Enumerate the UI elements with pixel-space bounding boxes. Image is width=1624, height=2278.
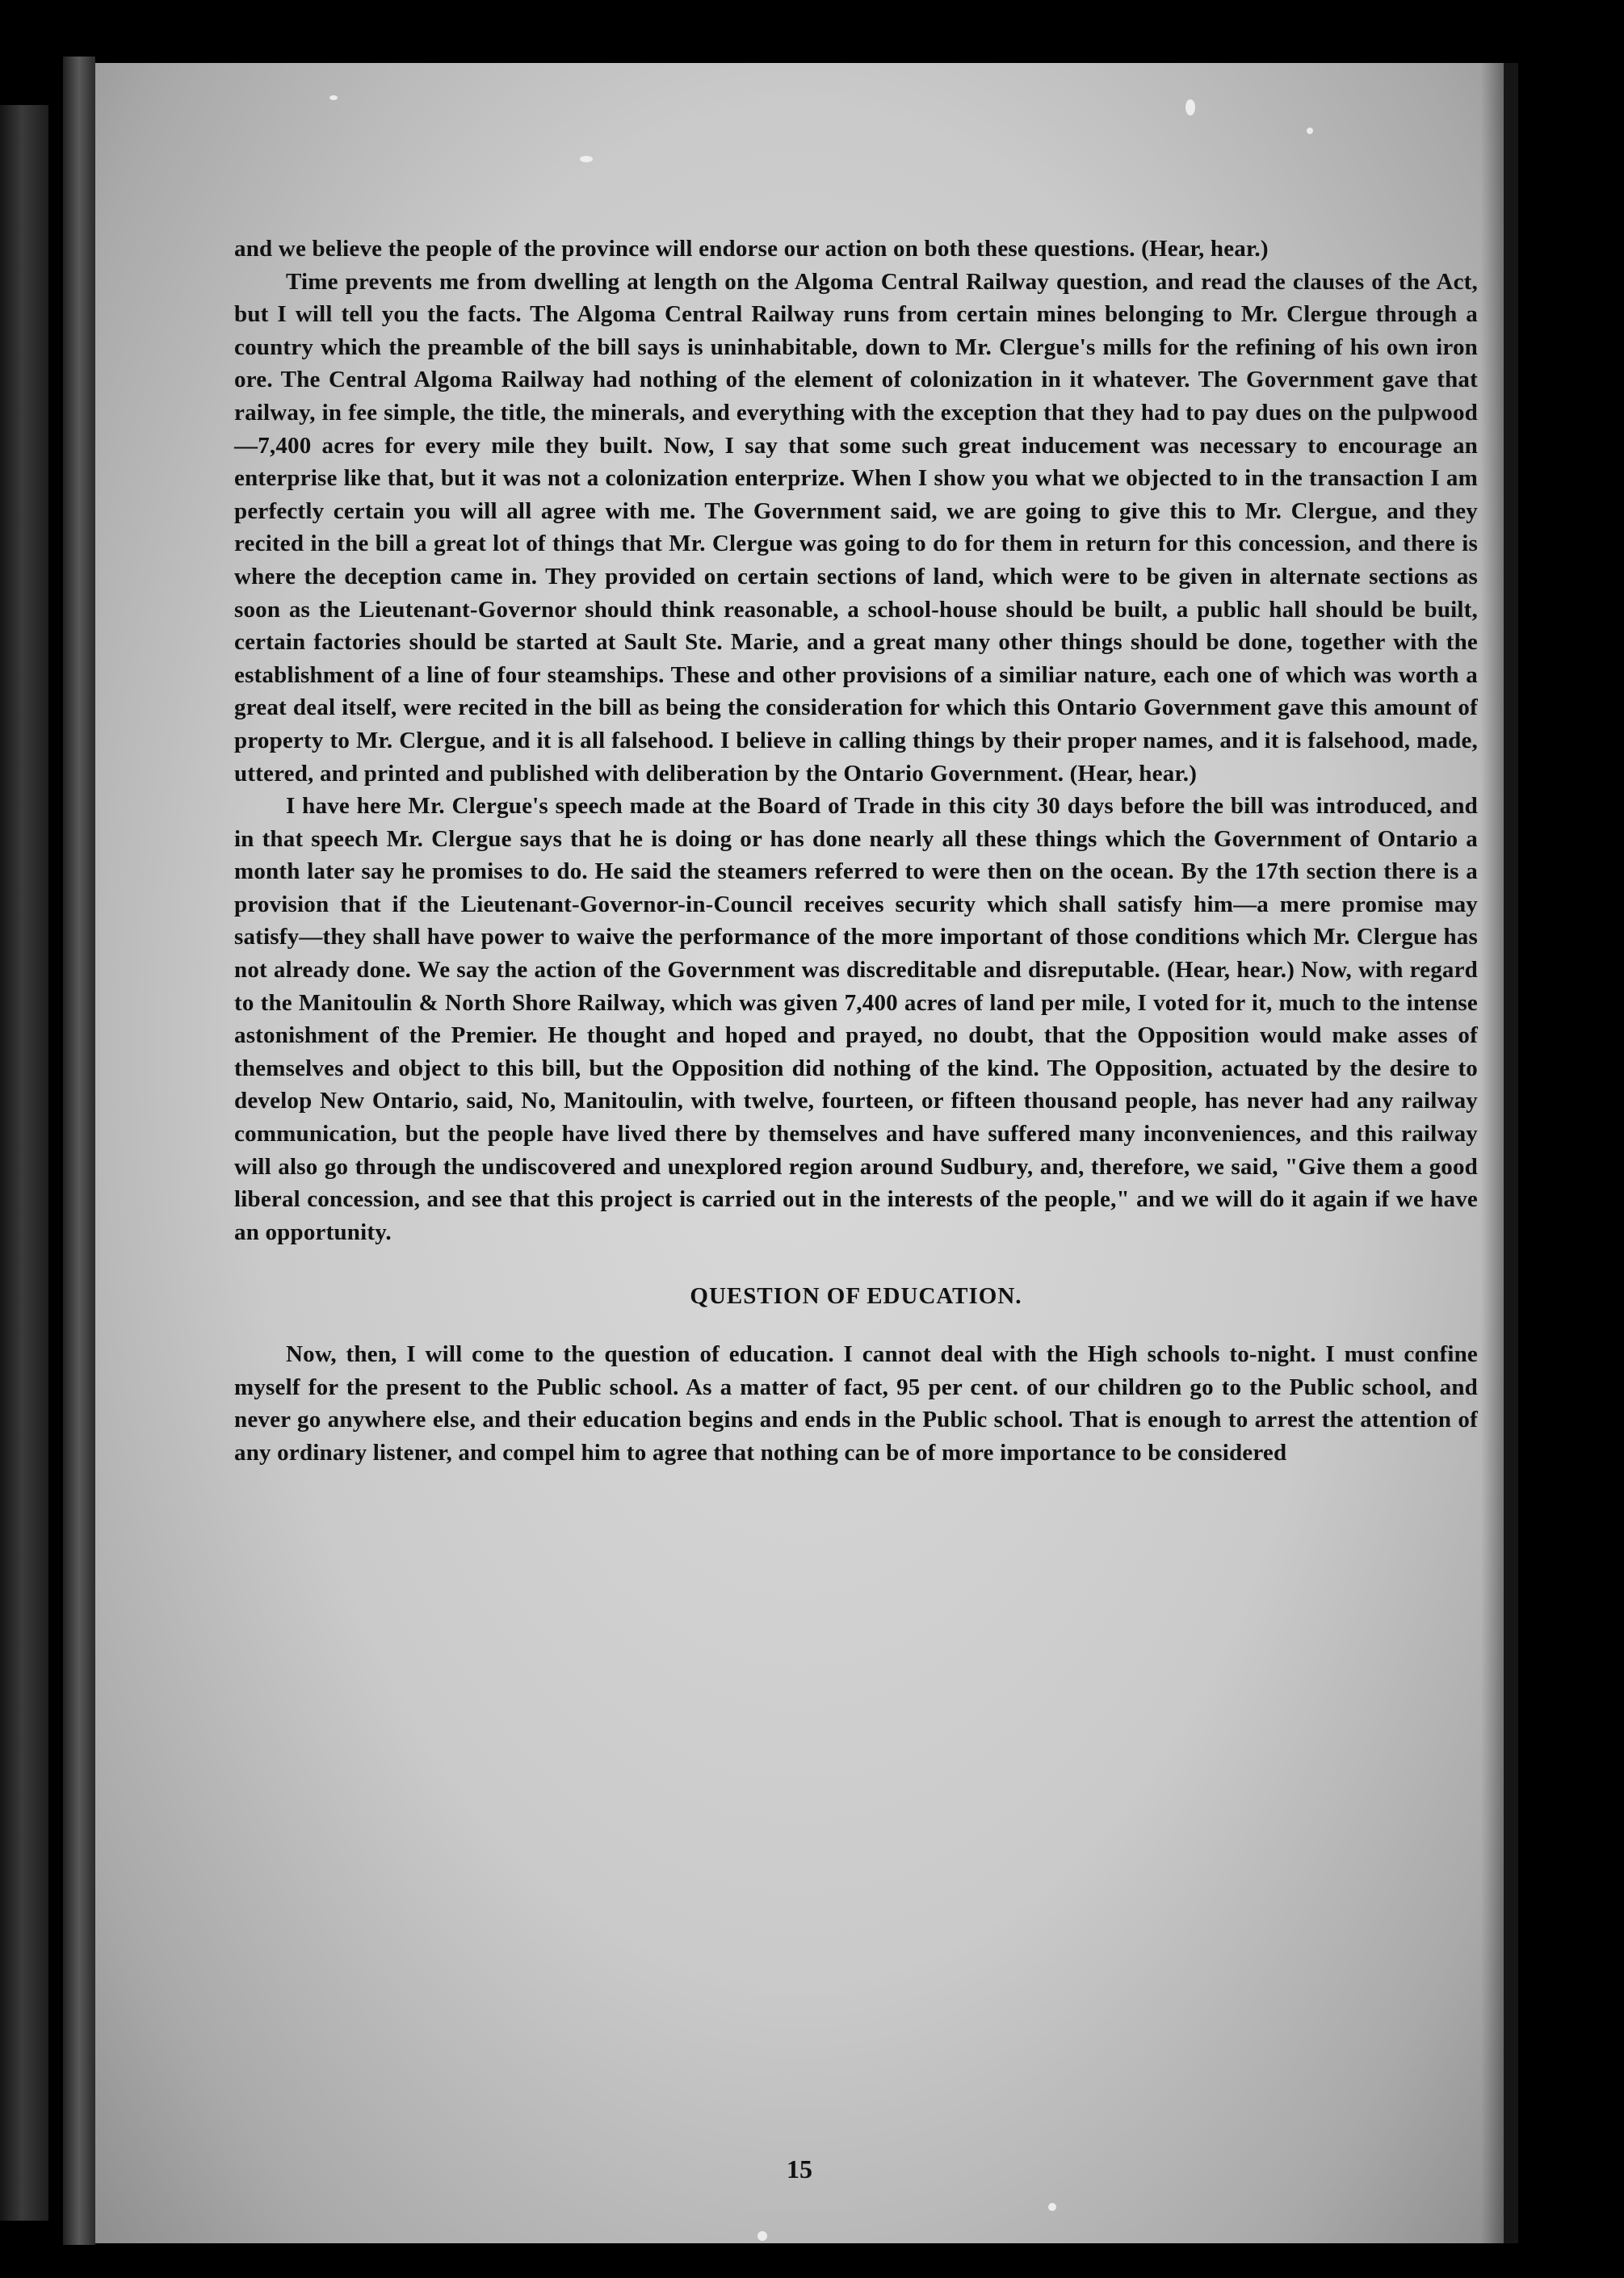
paragraph-1: and we believe the people of the province will endorse our action on both these questions. (Hear, hear.)	[234, 236, 1269, 262]
adjacent-page-edge	[0, 105, 48, 2221]
scan-speck	[1307, 128, 1313, 134]
scan-speck	[1185, 99, 1195, 115]
scan-speck	[1048, 2203, 1056, 2211]
scan-speck	[329, 95, 338, 100]
scan-speck	[580, 156, 593, 162]
body-text	[234, 233, 1478, 1469]
paragraph-3: I have here Mr. Clergue's speech made at the Board of Trade in this city 30 days before the bill was introduced, and in that speech Mr. Clergue says that he is doing or has done nearly all these things which the Government of Ontario a month later say he promises to do. He said the steamers referred to were then on the ocean. By the 17th section there is a provision that if the Lieutenant-Governor-in-Council receives security which shall satisfy him—a mere promise may satisfy—they shall have power to waive the performance of the more important of those conditions which Mr. Clergue has not already done. We say the action of the Government was discreditable and disreputable. (Hear, hear.) Now, with regard to the Manitoulin & North Shore Railway, which was given 7,400 acres of land per mile, I voted for it, much to the intense astonishment of the Premier. He thought and hoped and prayed, no doubt, that the Opposition would make asses of themselves and object to this bill, but the Opposition did nothing of the kind. The Opposition, actuated by the desire to develop New Ontario, said, No, Manitoulin, with twelve, fourteen, or fifteen thousand people, has never had any railway communication, but the people have lived there by themselves and have suffered many inconveniences, and this railway will also go through the undiscovered and unexplored region around Sudbury, and, therefore, we said, "Give them a good liberal concession, and see that this project is carried out in the interests of the people," and we will do it again if we have an opportunity.	[234, 793, 1478, 1245]
scanned-page	[95, 63, 1518, 2243]
page-shadow	[1481, 63, 1504, 2243]
book-binding	[63, 57, 95, 2245]
paragraph-4: Now, then, I will come to the question of education. I cannot deal with the High schools to-night. I must confine myself for the present to the Public school. As a matter of fact, 95 per cent. of our children go to the Public school, and never go anywhere else, and their education begins and ends in the Public school. That is enough to arrest the attention of any ordinary listener, and compel him to agree that nothing can be of more importance to be considered	[234, 1341, 1478, 1466]
paragraph-2: Time prevents me from dwelling at length on the Algoma Central Railway question, and read the clauses of the Act, but I will tell you the facts. The Algoma Central Railway runs from certain mines belonging to Mr. Clergue through a country which the preamble of the bill says is uninhabitable, down to Mr. Clergue's mills for the refining of his own iron ore. The Central Algoma Railway had nothing of the element of colonization in it whatever. The Government gave that railway, in fee simple, the title, the minerals, and everything with the exception that they had to pay dues on the pulpwood—7,400 acres for every mile they built. Now, I say that some such great inducement was necessary to encourage an enterprise like that, but it was not a colonization enterprize. When I show you what we objected to in the transaction I am perfectly certain you will all agree with me. The Government said, we are going to give this to Mr. Clergue, and they recited in the bill a great lot of things that Mr. Clergue was going to do for them in return for this concession, and there is where the deception came in. They provided on certain sections of land, which were to be given in alternate sections as soon as the Lieutenant-Governor should think reasonable, a school-house should be built, a public hall should be built, certain factories should be started at Sault Ste. Marie, and a great many other things should be done, together with the establishment of a line of four steamships. These and other provisions of a similiar nature, each one of which was worth a great deal itself, were recited in the bill as being the consideration for which this Ontario Government gave this amount of property to Mr. Clergue, and it is all falsehood. I believe in calling things by their proper names, and it is falsehood, made, uttered, and printed and published with deliberation by the Ontario Government. (Hear, hear.)	[234, 268, 1478, 787]
scan-speck	[757, 2231, 767, 2241]
page-number: 15	[787, 2154, 812, 2184]
section-heading: QUESTION OF EDUCATION.	[690, 1283, 1022, 1310]
